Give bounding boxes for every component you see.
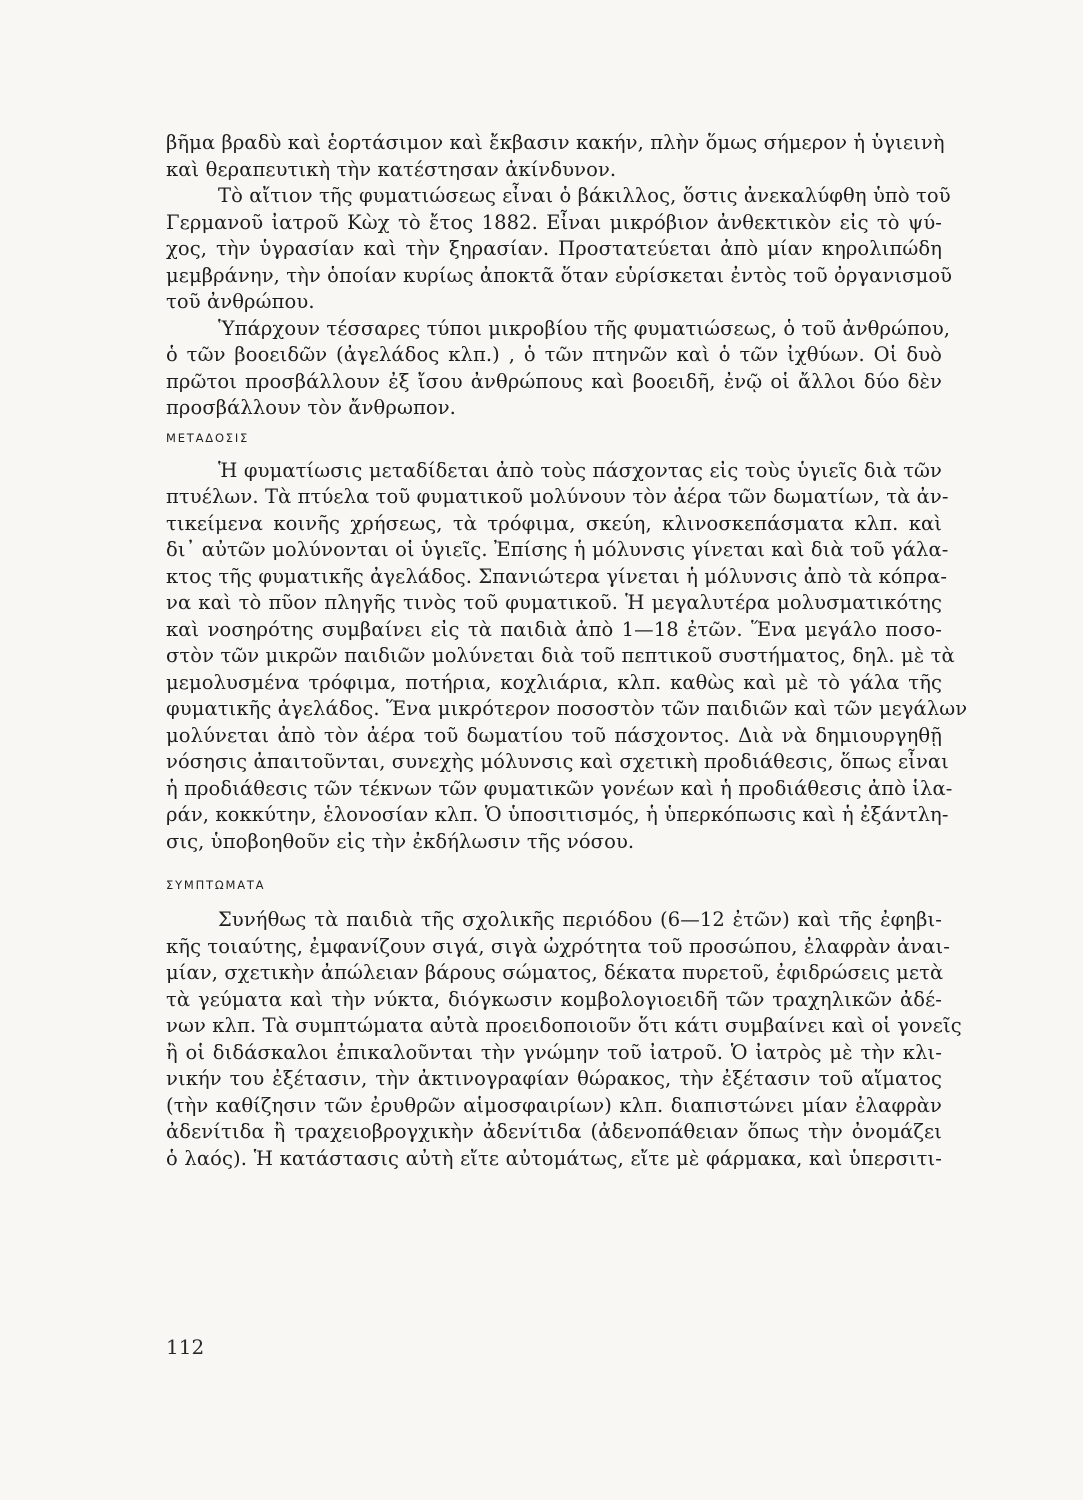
text-line: σις, ὑποβοηθοῦν εἰς τὴν ἐκδήλωσιν τῆς νόσου. [166, 829, 635, 853]
text-line: νικήν του ἐξέτασιν, τὴν ἀκτινογραφίαν θώρακος, τὴν ἐξέτασιν τοῦ αἵματος [166, 1067, 942, 1090]
text-line: μολύνεται ἀπὸ τὸν ἀέρα τοῦ δωματίου τοῦ πάσχοντος. Διὰ νὰ δημιουργηθῇ [166, 723, 942, 747]
text-line: ἀδενίτιδα ἢ τραχειοβρογχικὴν ἀδενίτιδα (ἀδενοπάθειαν ὅπως τὴν ὀνομάζει [166, 1120, 942, 1143]
text-line: δι᾽ αὐτῶν μολύνονται οἱ ὑγιεῖς. Ἐπίσης ἡ μόλυνσις γίνεται καὶ διὰ τοῦ γάλα- [166, 538, 949, 561]
section-heading-symptoms: ΣΥΜΠΤΩΜΑΤΑ [166, 878, 266, 892]
text-line: κτος τῆς φυματικῆς ἀγελάδος. Σπανιώτερα γίνεται ἡ μόλυνσις ἀπὸ τὰ κόπρα- [166, 564, 948, 588]
text-line: νόσησις ἀπαιτοῦνται, συνεχὴς μόλυνσις καὶ σχετικὴ προδιάθεσις, ὅπως εἶναι [166, 750, 949, 773]
text-line: τικείμενα κοινῆς χρήσεως, τὰ τρόφιμα, σκεύη, κλινοσκεπάσματα κλπ. καὶ [166, 511, 942, 535]
text-line: μεμολυσμένα τρόφιμα, ποτήρια, κοχλιάρια, κλπ. καθὼς καὶ μὲ τὸ γάλα τῆς [166, 670, 942, 694]
text-line: ἢ οἱ διδάσκαλοι ἐπικαλοῦνται τὴν γνώμην τοῦ ἰατροῦ. Ὁ ἰατρὸς μὲ τὴν κλι- [166, 1040, 942, 1064]
text-line: βῆμα βραδὺ καὶ ἑορτάσιμον καὶ ἔκβασιν κακήν, πλὴν ὅμως σήμερον ἡ ὑγιεινὴ [166, 131, 945, 154]
text-line: να καὶ τὸ πῦον πληγῆς τινὸς τοῦ φυματικοῦ. Ἡ μεγαλυτέρα μολυσματικότης [166, 591, 942, 614]
paragraph-symptoms [166, 907, 962, 1172]
section-heading-transmission: ΜΕΤΑΔΟΣΙΣ [166, 430, 250, 445]
paragraph-types [166, 316, 951, 422]
text-line: καὶ νοσηρότης συμβαίνει εἰς τὰ παιδιὰ ἀπὸ 1—18 ἐτῶν. Ἕνα μεγάλο ποσο- [166, 617, 942, 641]
text-line: κῆς τοιαύτης, ἐμφανίζουν σιγά, σιγὰ ὠχρότητα τοῦ προσώπου, ἐλαφρὰν ἀναι- [166, 934, 950, 958]
text-line: Τὸ αἴτιον τῆς φυματιώσεως εἶναι ὁ βάκιλλος, ὅστις ἀνεκαλύφθη ὑπὸ τοῦ [218, 184, 951, 207]
page-number: 112 [166, 1335, 205, 1359]
text-line: ράν, κοκκύτην, ἑλονοσίαν κλπ. Ὁ ὑποσιτισμός, ἡ ὑπερκόπωσις καὶ ἡ ἐξάντλη- [166, 803, 949, 826]
text-line: καὶ θεραπευτικὴ τὴν κατέστησαν ἀκίνδυνον. [166, 157, 617, 181]
page-text-body [166, 130, 968, 1172]
text-line: προσβάλλουν τὸν ἄνθρωπον. [166, 396, 456, 419]
text-line: Ὑπάρχουν τέσσαρες τύποι μικροβίου τῆς φυματιώσεως, ὁ τοῦ ἀνθρώπου, [218, 316, 951, 340]
text-line: Συνήθως τὰ παιδιὰ τῆς σχολικῆς περιόδου (6—12 ἐτῶν) καὶ τῆς ἐφηβι- [218, 908, 942, 931]
paragraph-transmission [166, 458, 968, 856]
text-line: φυματικῆς ἀγελάδος. Ἕνα μικρότερον ποσοστὸν τῶν παιδιῶν καὶ τῶν μεγάλων [166, 697, 968, 720]
text-line: τὰ γεύματα καὶ τὴν νύκτα, διόγκωσιν κομβολογιοειδῆ τῶν τραχηλικῶν ἀδέ- [166, 987, 942, 1011]
text-line: πρῶτοι προσβάλλουν ἐξ ἴσου ἀνθρώπους καὶ βοοειδῆ, ἐνῷ οἱ ἄλλοι δύο δὲν [166, 369, 942, 393]
text-line: ἡ προδιάθεσις τῶν τέκνων τῶν φυματικῶν γονέων καὶ ἡ προδιάθεσις ἀπὸ ἱλα- [166, 776, 953, 800]
text-line: τοῦ ἀνθρώπου. [166, 290, 315, 313]
paragraph-intro [166, 130, 945, 183]
text-line: στὸν τῶν μικρῶν παιδιῶν μολύνεται διὰ τοῦ πεπτικοῦ συστήματος, δηλ. μὲ τὰ [166, 644, 955, 667]
text-line: ὁ λαός). Ἡ κατάστασις αὐτὴ εἴτε αὐτομάτως, εἴτε μὲ φάρμακα, καὶ ὑπερσιτι- [166, 1146, 942, 1170]
text-line: Γερμανοῦ ἰατροῦ Κὼχ τὸ ἔτος 1882. Εἶναι μικρόβιον ἀνθεκτικὸν εἰς τὸ ψύ- [166, 210, 942, 234]
paragraph-cause [166, 183, 953, 316]
text-line: (τὴν καθίζησιν τῶν ἐρυθρῶν αἱμοσφαιρίων) κλπ. διαπιστώνει μίαν ἐλαφρὰν [166, 1093, 942, 1117]
text-line: χος, τὴν ὑγρασίαν καὶ τὴν ξηρασίαν. Προστατεύεται ἀπὸ μίαν κηρολιπώδη [166, 237, 942, 260]
text-line: Ἡ φυματίωσις μεταδίδεται ἀπὸ τοὺς πάσχοντας εἰς τοὺς ὑγιεῖς διὰ τῶν [218, 458, 942, 482]
text-line: ὁ τῶν βοοειδῶν (ἀγελάδος κλπ.) , ὁ τῶν πτηνῶν καὶ ὁ τῶν ἰχθύων. Οἱ δυὸ [166, 343, 942, 366]
text-line: μεμβράνην, τὴν ὁποίαν κυρίως ἀποκτᾶ ὅταν εὑρίσκεται ἐντὸς τοῦ ὀργανισμοῦ [166, 263, 953, 287]
text-line: νων κλπ. Τὰ συμπτώματα αὐτὰ προειδοποιοῦν ὅτι κάτι συμβαίνει καὶ οἱ γονεῖς [166, 1014, 962, 1037]
text-line: πτυέλων. Τὰ πτύελα τοῦ φυματικοῦ μολύνουν τὸν ἀέρα τῶν δωματίων, τὰ ἀν- [166, 485, 949, 508]
text-line: μίαν, σχετικὴν ἀπώλειαν βάρους σώματος, δέκατα πυρετοῦ, ἐφιδρώσεις μετὰ [166, 961, 944, 984]
